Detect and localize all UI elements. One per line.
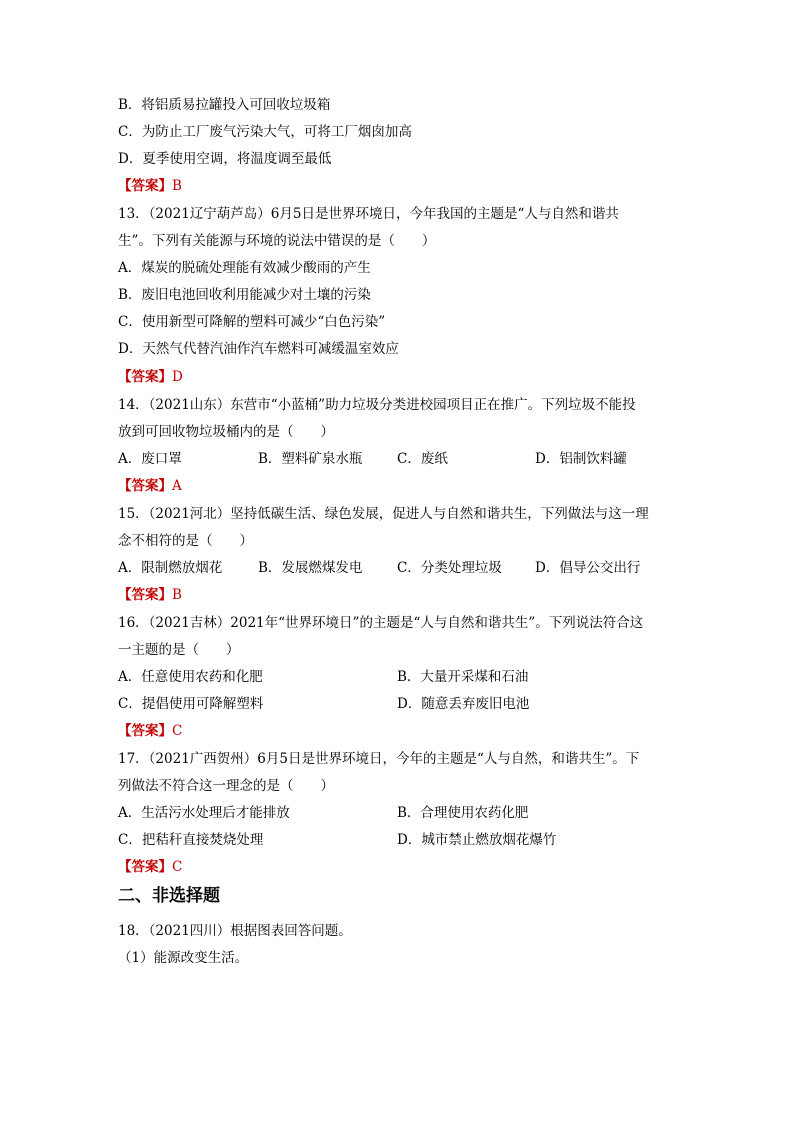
q15-option-c: C．分类处理垃圾 — [397, 560, 502, 576]
q16-option-c: C．提倡使用可降解塑料 — [118, 696, 264, 712]
q14-option-d: D．铝制饮料罐 — [535, 451, 627, 467]
q17-option-a: A．生活污水处理后才能排放 — [118, 805, 290, 821]
q14-stem-line2: 放到可回收物垃圾桶内的是（ ） — [118, 424, 334, 440]
answer-label: 【答案】 — [118, 587, 172, 603]
q12-option-c: C．为防止工厂废气污染大气，可将工厂烟囱加高 — [118, 124, 412, 140]
q16-option-b: B．大量开采煤和石油 — [397, 669, 529, 685]
q16-stem-line2: 一主题的是（ ） — [118, 642, 240, 658]
q17-option-d: D．城市禁止燃放烟花爆竹 — [397, 832, 557, 848]
q15-stem-line1: 15．（2021河北）坚持低碳生活、绿色发展，促进人与自然和谐共生，下列做法与这一理 — [118, 506, 649, 522]
q13-option-a: A．煤炭的脱硫处理能有效减少酸雨的产生 — [118, 260, 371, 276]
q17-stem-line1: 17．（2021广西贺州）6月5日是世界环境日，今年的主题是“人与自然，和谐共生”。下 — [118, 751, 640, 767]
q16-option-d: D．随意丢弃废旧电池 — [397, 696, 530, 712]
answer-value: C — [172, 859, 183, 875]
answer-label: 【答案】 — [118, 369, 172, 385]
q15-option-b: B．发展燃煤发电 — [258, 560, 363, 576]
q14-option-b: B．塑料矿泉水瓶 — [258, 451, 363, 467]
q15-stem-line2: 念不相符的是（ ） — [118, 533, 253, 549]
q14-option-a: A．废口罩 — [118, 451, 182, 467]
q15-option-a: A．限制燃放烟花 — [118, 560, 223, 576]
q12-answer — [118, 177, 182, 195]
q14-stem-line1: 14．（2021山东）东营市“小蓝桶”助力垃圾分类进校园项目正在推广。下列垃圾不能投 — [118, 397, 636, 413]
answer-label: 【答案】 — [118, 478, 172, 494]
q15-answer — [118, 586, 182, 604]
answer-value: A — [172, 478, 182, 494]
q13-stem-line2: 生”。下列有关能源与环境的说法中错误的是（ ） — [118, 233, 436, 249]
answer-value: B — [172, 587, 182, 603]
q17-option-c: C．把秸秆直接焚烧处理 — [118, 832, 264, 848]
answer-value: D — [172, 369, 183, 385]
q16-answer — [118, 722, 182, 740]
q15-option-d: D．倡导公交出行 — [535, 560, 641, 576]
q18-stem: 18．（2021四川）根据图表回答问题。 — [118, 923, 352, 939]
q13-option-d: D．天然气代替汽油作汽车燃料可减缓温室效应 — [118, 341, 399, 357]
q13-option-c: C．使用新型可降解的塑料可减少“白色污染” — [118, 314, 386, 330]
answer-value: B — [172, 178, 182, 194]
q17-option-b: B．合理使用农药化肥 — [397, 805, 529, 821]
answer-label: 【答案】 — [118, 178, 172, 194]
q13-stem-line1: 13．（2021辽宁葫芦岛）6月5日是世界环境日，今年我国的主题是“人与自然和谐共 — [118, 206, 619, 222]
q16-stem-line1: 16．（2021吉林）2021年“世界环境日”的主题是“人与自然和谐共生”。下列说法符合这 — [118, 615, 644, 631]
q18-subquestion-1: （1）能源改变生活。 — [118, 950, 249, 966]
q13-answer — [118, 368, 183, 386]
q16-option-a: A．任意使用农药和化肥 — [118, 669, 263, 685]
q17-stem-line2: 列做法不符合这一理念的是（ ） — [118, 778, 334, 794]
q17-answer — [118, 858, 182, 876]
q14-answer — [118, 477, 182, 495]
q12-option-d: D．夏季使用空调，将温度调至最低 — [118, 151, 332, 167]
section-heading-non-choice: 二、非选择题 — [118, 886, 220, 906]
answer-label: 【答案】 — [118, 859, 172, 875]
answer-label: 【答案】 — [118, 723, 172, 739]
q12-option-b: B．将铝质易拉罐投入可回收垃圾箱 — [118, 97, 331, 113]
answer-value: C — [172, 723, 183, 739]
q14-option-c: C．废纸 — [397, 451, 448, 467]
q13-option-b: B．废旧电池回收利用能减少对土壤的污染 — [118, 287, 371, 303]
